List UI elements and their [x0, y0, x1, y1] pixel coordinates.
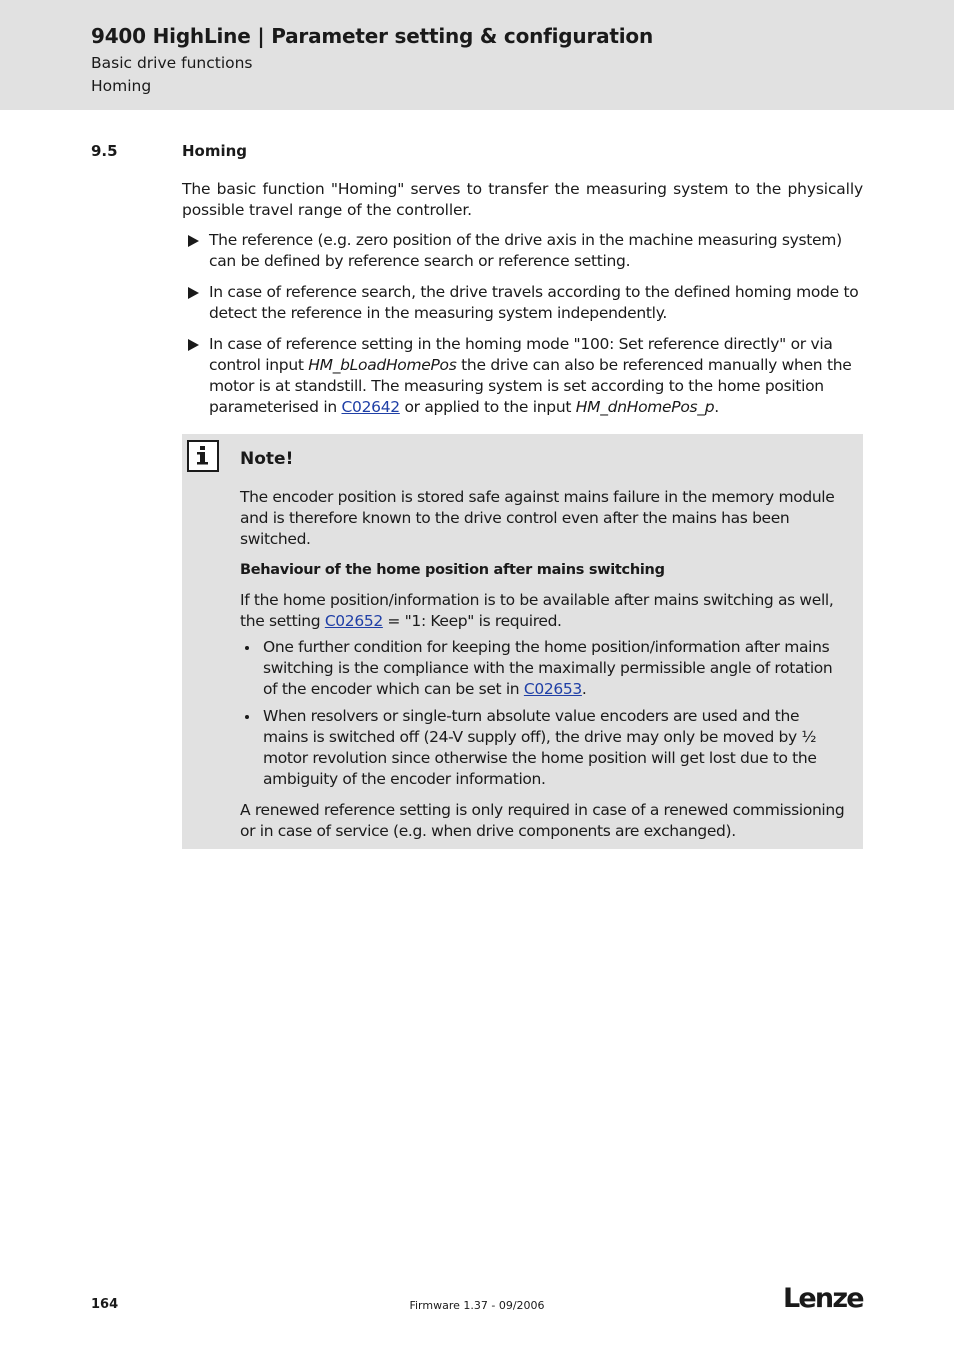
note-subheading: Behaviour of the home position after mains switching	[240, 562, 665, 578]
code-link-c02652[interactable]: C02652	[324, 612, 383, 630]
note-text: One further condition for keeping the home position/information after mains switching is the compliance with the maximally permissible angle of rotation of the encoder which can be set in	[263, 638, 833, 698]
breadcrumb-chapter: Basic drive functions	[91, 54, 253, 72]
note-text: When resolvers or single-turn absolute value encoders are used and the mains is switched off (24-V supply off), the drive may only be moved by ½ motor revolution since otherwise the home position will get lost due to the ambiguity of the encoder information.	[263, 707, 817, 788]
info-icon	[187, 440, 219, 472]
bullet-text: .	[714, 398, 719, 416]
triangle-bullet-icon	[188, 235, 199, 247]
note-title: Note!	[240, 449, 294, 469]
note-text: .	[581, 680, 587, 698]
note-body	[240, 449, 845, 852]
dot-bullet-icon	[245, 715, 249, 719]
bullet-list	[182, 230, 863, 428]
page-header	[0, 0, 954, 110]
note-paragraph: The encoder position is stored safe against mains failure in the memory module and is therefore known to the drive control even after the mains has been switched.	[240, 488, 835, 548]
bullet-text: In case of reference setting in the homing mode "100: Set reference directly" or via control input	[209, 335, 833, 374]
note-text: = "1: Keep" is required.	[382, 612, 562, 630]
section-title: Homing	[182, 142, 248, 160]
bullet-text: the drive can also be referenced manually when the motor is at standstill. The measuring system is set according to the home position parameterised in	[209, 356, 852, 416]
note-box	[182, 434, 863, 849]
bullet-text: The reference (e.g. zero position of the drive axis in the machine measuring system) can be defined by reference search or reference setting.	[209, 231, 842, 270]
bullet-item	[182, 230, 863, 272]
dot-bullet-icon	[245, 646, 249, 650]
code-link-c02653[interactable]: C02653	[523, 680, 582, 698]
note-paragraph: A renewed reference setting is only required in case of a renewed commissioning or in case of service (e.g. when drive components are exchanged).	[240, 801, 845, 840]
signal-name: HM_dnHomePos_p	[575, 398, 715, 416]
list-item	[240, 706, 845, 790]
code-link-c02642[interactable]: C02642	[341, 398, 400, 416]
breadcrumb-section: Homing	[91, 77, 152, 95]
list-item	[240, 637, 845, 700]
note-text: If the home position/information is to be available after mains switching as well, the setting	[240, 591, 834, 630]
document-title: 9400 HighLine | Parameter setting & configuration	[91, 24, 654, 48]
firmware-version: Firmware 1.37 - 09/2006	[409, 1299, 545, 1312]
note-paragraph	[240, 590, 845, 632]
bullet-item	[182, 334, 863, 418]
triangle-bullet-icon	[188, 339, 199, 351]
triangle-bullet-icon	[188, 287, 199, 299]
intro-paragraph: The basic function "Homing" serves to transfer the measuring system to the physically possible travel range of the controller.	[182, 180, 863, 219]
bullet-item	[182, 282, 863, 324]
signal-name: HM_bLoadHomePos	[308, 356, 457, 374]
bullet-text: In case of reference search, the drive travels according to the defined homing mode to detect the reference in the measuring system independently.	[209, 283, 859, 322]
section-number: 9.5	[91, 142, 118, 160]
bullet-text: or applied to the input	[399, 398, 576, 416]
page-number: 164	[91, 1297, 119, 1312]
lenze-logo: Lenze	[783, 1283, 863, 1314]
